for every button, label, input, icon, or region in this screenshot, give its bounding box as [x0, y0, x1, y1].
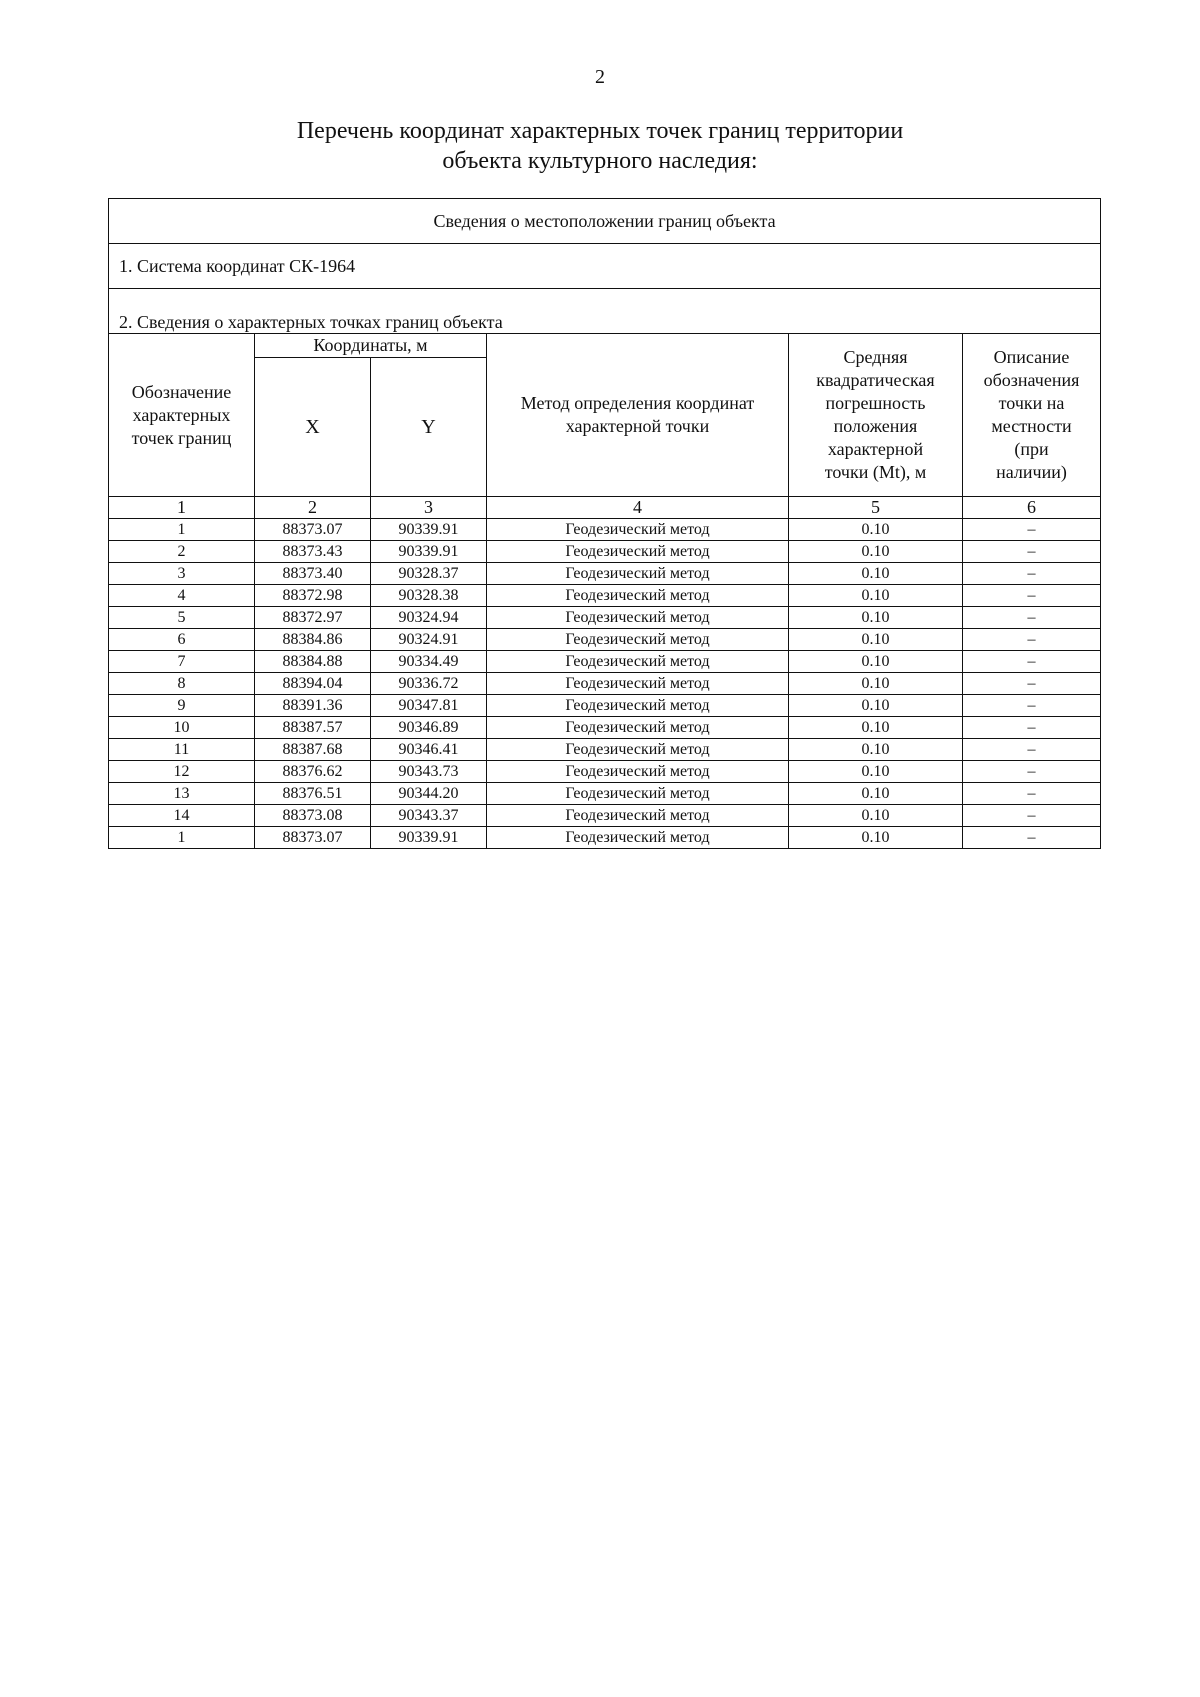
header-description-line: (при	[1014, 439, 1049, 459]
cell-point: 4	[109, 585, 255, 607]
header-x: X	[255, 358, 371, 497]
cell-description: –	[963, 563, 1101, 585]
header-error-line: Средняя	[843, 347, 908, 367]
header-description-line: обозначения	[983, 370, 1080, 390]
cell-description: –	[963, 519, 1101, 541]
header-description-line: местности	[991, 416, 1072, 436]
cell-error: 0.10	[789, 695, 963, 717]
table-row	[109, 783, 1101, 805]
cell-y: 90346.41	[371, 739, 487, 761]
cell-error: 0.10	[789, 629, 963, 651]
cell-method: Геодезический метод	[487, 585, 789, 607]
table-row	[109, 805, 1101, 827]
cell-method: Геодезический метод	[487, 717, 789, 739]
cell-x: 88373.08	[255, 805, 371, 827]
cell-error: 0.10	[789, 717, 963, 739]
header-method-line: Метод определения координат	[520, 393, 755, 413]
table-row	[109, 519, 1101, 541]
header-error-line: квадратическая	[816, 370, 935, 390]
cell-y: 90343.37	[371, 805, 487, 827]
cell-y: 90339.91	[371, 519, 487, 541]
page-title	[0, 116, 1200, 176]
cell-point: 13	[109, 783, 255, 805]
cell-y: 90339.91	[371, 541, 487, 563]
page-number: 2	[595, 66, 605, 88]
header-error-line: положения	[833, 416, 918, 436]
coordinate-system-cell: 1. Система координат СК-1964	[109, 244, 1101, 289]
header-error-line: погрешность	[825, 393, 926, 413]
cell-error: 0.10	[789, 541, 963, 563]
header-designation-line: Обозначение	[131, 381, 232, 402]
header-designation	[109, 334, 255, 497]
cell-description: –	[963, 761, 1101, 783]
table-row	[109, 739, 1101, 761]
cell-point: 12	[109, 761, 255, 783]
coordinates-table	[108, 198, 1101, 849]
cell-point: 7	[109, 651, 255, 673]
cell-method: Геодезический метод	[487, 761, 789, 783]
cell-error: 0.10	[789, 827, 963, 849]
cell-point: 1	[109, 827, 255, 849]
header-designation-line: характерных	[132, 404, 231, 425]
cell-method: Геодезический метод	[487, 695, 789, 717]
table-row	[109, 651, 1101, 673]
table-row	[109, 541, 1101, 563]
header-y: Y	[371, 358, 487, 497]
page-title-line-1: Перечень координат характерных точек границ территории	[296, 118, 904, 144]
cell-y: 90328.38	[371, 585, 487, 607]
cell-description: –	[963, 783, 1101, 805]
table-body	[109, 199, 1101, 849]
cell-method: Геодезический метод	[487, 739, 789, 761]
cell-point: 8	[109, 673, 255, 695]
header-error	[789, 334, 963, 497]
points-section-row	[109, 289, 1101, 334]
cell-description: –	[963, 695, 1101, 717]
cell-point: 14	[109, 805, 255, 827]
section-header-row	[109, 199, 1101, 244]
cell-x: 88394.04	[255, 673, 371, 695]
cell-x: 88373.43	[255, 541, 371, 563]
cell-x: 88372.97	[255, 607, 371, 629]
table-row	[109, 827, 1101, 849]
cell-method: Геодезический метод	[487, 607, 789, 629]
cell-description: –	[963, 717, 1101, 739]
cell-point: 5	[109, 607, 255, 629]
cell-point: 10	[109, 717, 255, 739]
cell-point: 1	[109, 519, 255, 541]
header-error-line: характерной	[827, 439, 924, 459]
cell-description: –	[963, 651, 1101, 673]
cell-x: 88373.40	[255, 563, 371, 585]
header-row-top	[109, 334, 1101, 358]
cell-method: Геодезический метод	[487, 563, 789, 585]
cell-description: –	[963, 607, 1101, 629]
table-row	[109, 673, 1101, 695]
points-section-cell: 2. Сведения о характерных точках границ объекта	[109, 289, 1101, 334]
column-number-row	[109, 497, 1101, 519]
table-row	[109, 607, 1101, 629]
column-number: 5	[789, 497, 963, 519]
cell-error: 0.10	[789, 563, 963, 585]
column-number: 3	[371, 497, 487, 519]
cell-x: 88372.98	[255, 585, 371, 607]
cell-error: 0.10	[789, 783, 963, 805]
cell-description: –	[963, 541, 1101, 563]
cell-y: 90328.37	[371, 563, 487, 585]
cell-y: 90347.81	[371, 695, 487, 717]
cell-error: 0.10	[789, 519, 963, 541]
cell-point: 9	[109, 695, 255, 717]
cell-y: 90324.91	[371, 629, 487, 651]
cell-error: 0.10	[789, 607, 963, 629]
cell-method: Геодезический метод	[487, 629, 789, 651]
cell-y: 90344.20	[371, 783, 487, 805]
header-designation-line: точек границ	[131, 427, 232, 448]
header-description	[963, 334, 1101, 497]
column-number: 1	[109, 497, 255, 519]
cell-error: 0.10	[789, 673, 963, 695]
cell-method: Геодезический метод	[487, 541, 789, 563]
cell-y: 90324.94	[371, 607, 487, 629]
cell-y: 90346.89	[371, 717, 487, 739]
cell-x: 88387.68	[255, 739, 371, 761]
page-title-line-2: объекта культурного наследия:	[442, 148, 758, 174]
cell-description: –	[963, 629, 1101, 651]
cell-error: 0.10	[789, 805, 963, 827]
cell-x: 88387.57	[255, 717, 371, 739]
section-header-cell: Сведения о местоположении границ объекта	[109, 199, 1101, 244]
table-row	[109, 585, 1101, 607]
cell-point: 2	[109, 541, 255, 563]
header-method	[487, 334, 789, 497]
cell-method: Геодезический метод	[487, 783, 789, 805]
cell-x: 88384.86	[255, 629, 371, 651]
header-description-line: Описание	[993, 347, 1070, 367]
cell-method: Геодезический метод	[487, 673, 789, 695]
cell-point: 6	[109, 629, 255, 651]
cell-description: –	[963, 739, 1101, 761]
table-row	[109, 761, 1101, 783]
cell-x: 88384.88	[255, 651, 371, 673]
cell-x: 88376.62	[255, 761, 371, 783]
coordinate-system-row	[109, 244, 1101, 289]
table-row	[109, 563, 1101, 585]
cell-method: Геодезический метод	[487, 827, 789, 849]
header-coordinates: Координаты, м	[255, 334, 487, 358]
cell-description: –	[963, 673, 1101, 695]
cell-y: 90334.49	[371, 651, 487, 673]
cell-description: –	[963, 827, 1101, 849]
cell-x: 88373.07	[255, 519, 371, 541]
cell-y: 90339.91	[371, 827, 487, 849]
cell-x: 88373.07	[255, 827, 371, 849]
table-row	[109, 695, 1101, 717]
cell-error: 0.10	[789, 651, 963, 673]
cell-x: 88391.36	[255, 695, 371, 717]
cell-description: –	[963, 805, 1101, 827]
cell-error: 0.10	[789, 739, 963, 761]
cell-method: Геодезический метод	[487, 805, 789, 827]
cell-method: Геодезический метод	[487, 519, 789, 541]
header-description-line: точки на	[998, 393, 1065, 413]
cell-description: –	[963, 585, 1101, 607]
column-number: 2	[255, 497, 371, 519]
cell-y: 90336.72	[371, 673, 487, 695]
cell-error: 0.10	[789, 585, 963, 607]
header-error-line: точки (Mt), м	[824, 462, 927, 482]
cell-point: 3	[109, 563, 255, 585]
cell-y: 90343.73	[371, 761, 487, 783]
cell-x: 88376.51	[255, 783, 371, 805]
table-row	[109, 717, 1101, 739]
header-method-line: характерной точки	[565, 416, 710, 436]
cell-point: 11	[109, 739, 255, 761]
cell-method: Геодезический метод	[487, 651, 789, 673]
header-description-line: наличии)	[996, 462, 1067, 482]
cell-error: 0.10	[789, 761, 963, 783]
column-number: 6	[963, 497, 1101, 519]
table-row	[109, 629, 1101, 651]
column-number: 4	[487, 497, 789, 519]
